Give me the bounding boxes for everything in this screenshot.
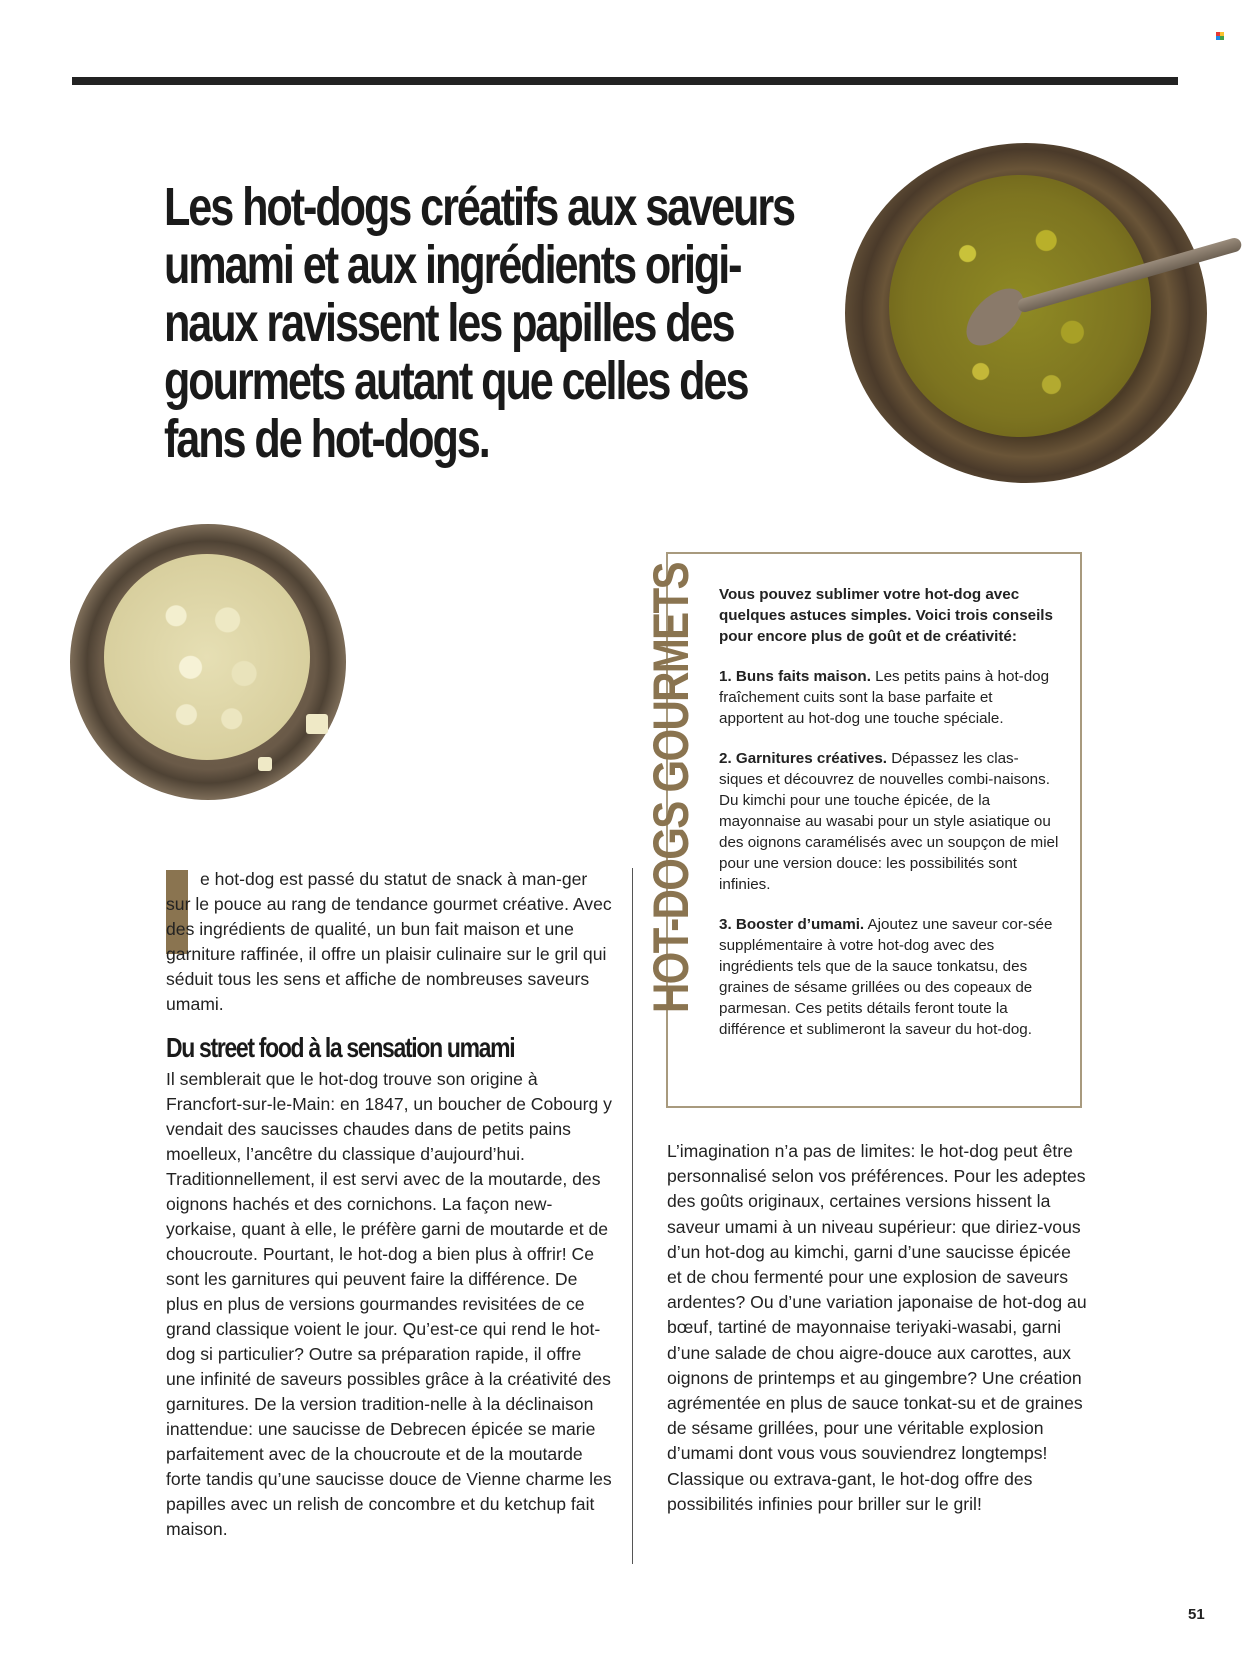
article-right-column: L’imagination n’a pas de limites: le hot-dog peut être personnalisé selon vos préférences. Pour les adeptes des goûts originaux, certaines versions hissent la saveur umami à un niveau supérieur: que diriez-vous d’un hot-dog au kimchi, garni d’une saucisse épicée et de chou fermenté pour une explosion de saveurs ardentes? Ou d’une variation japonaise de hot-dog au bœuf, tartiné de mayonnaise teriyaki-wasabi, garni d’une salade de chou aigre-douce aux carottes, aux oignons de printemps et au gingembre? Une création agrémentée en plus de sauce tonkat-su et de graines de sésame grillées, pour une véritable explosion d’umami dont vous vous souviendrez longtemps! Classique ou extrava-gant, le hot-dog offre des possibilités infinies pour briller sur le gril! xyxy=(667,1141,1087,1514)
page-number: 51 xyxy=(1188,1606,1205,1623)
headline-line: fans de hot-dogs. xyxy=(164,409,489,469)
sidebar-title: HOT-DOGS GOURMETS xyxy=(643,563,699,1013)
sidebar-tip: 3. Booster d’umami. Ajoutez une saveur cor-sée supplémentaire à votre hot-dog avec des ingrédients tels que de la sauce tonkatsu, des graines de sésame grillées ou des copeaux de parmesan. Ces petits détails feront toute la différence et sublimeront la saveur du hot-dog. xyxy=(719,916,1053,1038)
onion-fill xyxy=(104,554,310,760)
onion-piece xyxy=(306,714,328,734)
lead-paragraph: e hot-dog est passé du statut de snack à man-ger sur le pouce au rang de tendance gourmet créative. Avec des ingrédients de qualité, un bun fait maison et une garniture raffinée, il offre un plaisir culinaire sur le gril qui séduit tous les sens et affiche de nombreuses saveurs umami. xyxy=(166,869,612,1014)
headline-line: naux ravissent les papilles des xyxy=(164,293,734,353)
column-divider xyxy=(632,868,633,1564)
sidebar-intro: Vous pouvez sublimer votre hot-dog avec quelques astuces simples. Voici trois conseils pour encore plus de goût et de créativité: xyxy=(719,586,1053,645)
relish-bowl-photo xyxy=(845,143,1207,483)
onion-bowl-photo xyxy=(70,524,346,800)
body-paragraph: Il semblerait que le hot-dog trouve son origine à Francfort-sur-le-Main: en 1847, un boucher de Cobourg y vendait des saucisses chaudes dans de petits pains moelleux, l’ancêtre du classique d’aujourd’hui. Traditionnellement, il est servi avec de la moutarde, des oignons hachés et des cornichons. La façon new-yorkaise, quant à elle, le préfère garni de moutarde et de choucroute. Pourtant, le hot-dog a bien plus à offrir! Ce sont les garnitures qui peuvent faire la différence. De plus en plus de versions gourmandes revisitées de ce grand classique voient le jour. Qu’est-ce qui rend le hot-dog si particulier? Outre sa préparation rapide, il offre une infinité de saveurs possibles grâce à la créativité des garnitures. De la version tradition-nelle à la déclinaison inattendue: une saucisse de Debrecen épicée se marie parfaitement avec de la choucroute et de la moutarde forte tandis qu’une saucisse douce de Vienne charme les papilles avec un relish de concombre et du ketchup fait maison. xyxy=(166,1069,612,1539)
sidebar-content xyxy=(719,584,1059,1059)
brand-mark-icon xyxy=(1216,32,1224,40)
sidebar-tip: 1. Buns faits maison. Les petits pains à hot-dog fraîchement cuits sont la base parfaite et apportent au hot-dog une touche spéciale. xyxy=(719,668,1050,727)
headline-line: umami et aux ingrédients origi- xyxy=(164,235,741,295)
subheading: Du street food à la sensation umami xyxy=(166,1032,515,1063)
sidebar-tip: 2. Garnitures créatives. Dépassez les clas-siques et découvrez de nouvelles combi-naisons. Du kimchi pour une touche épicée, de la mayonnaise au wasabi pour un style asiatique ou des oignons caramélisés avec un soupçon de miel pour une version douce: les possibilités sont infinies. xyxy=(719,750,1059,893)
article-left-column xyxy=(166,867,612,1542)
headline-line: Les hot-dogs créatifs aux saveurs xyxy=(164,177,795,237)
onion-piece xyxy=(258,757,272,771)
headline-line: gourmets autant que celles des xyxy=(164,351,748,411)
headline xyxy=(164,178,828,468)
top-rule xyxy=(72,77,1178,85)
